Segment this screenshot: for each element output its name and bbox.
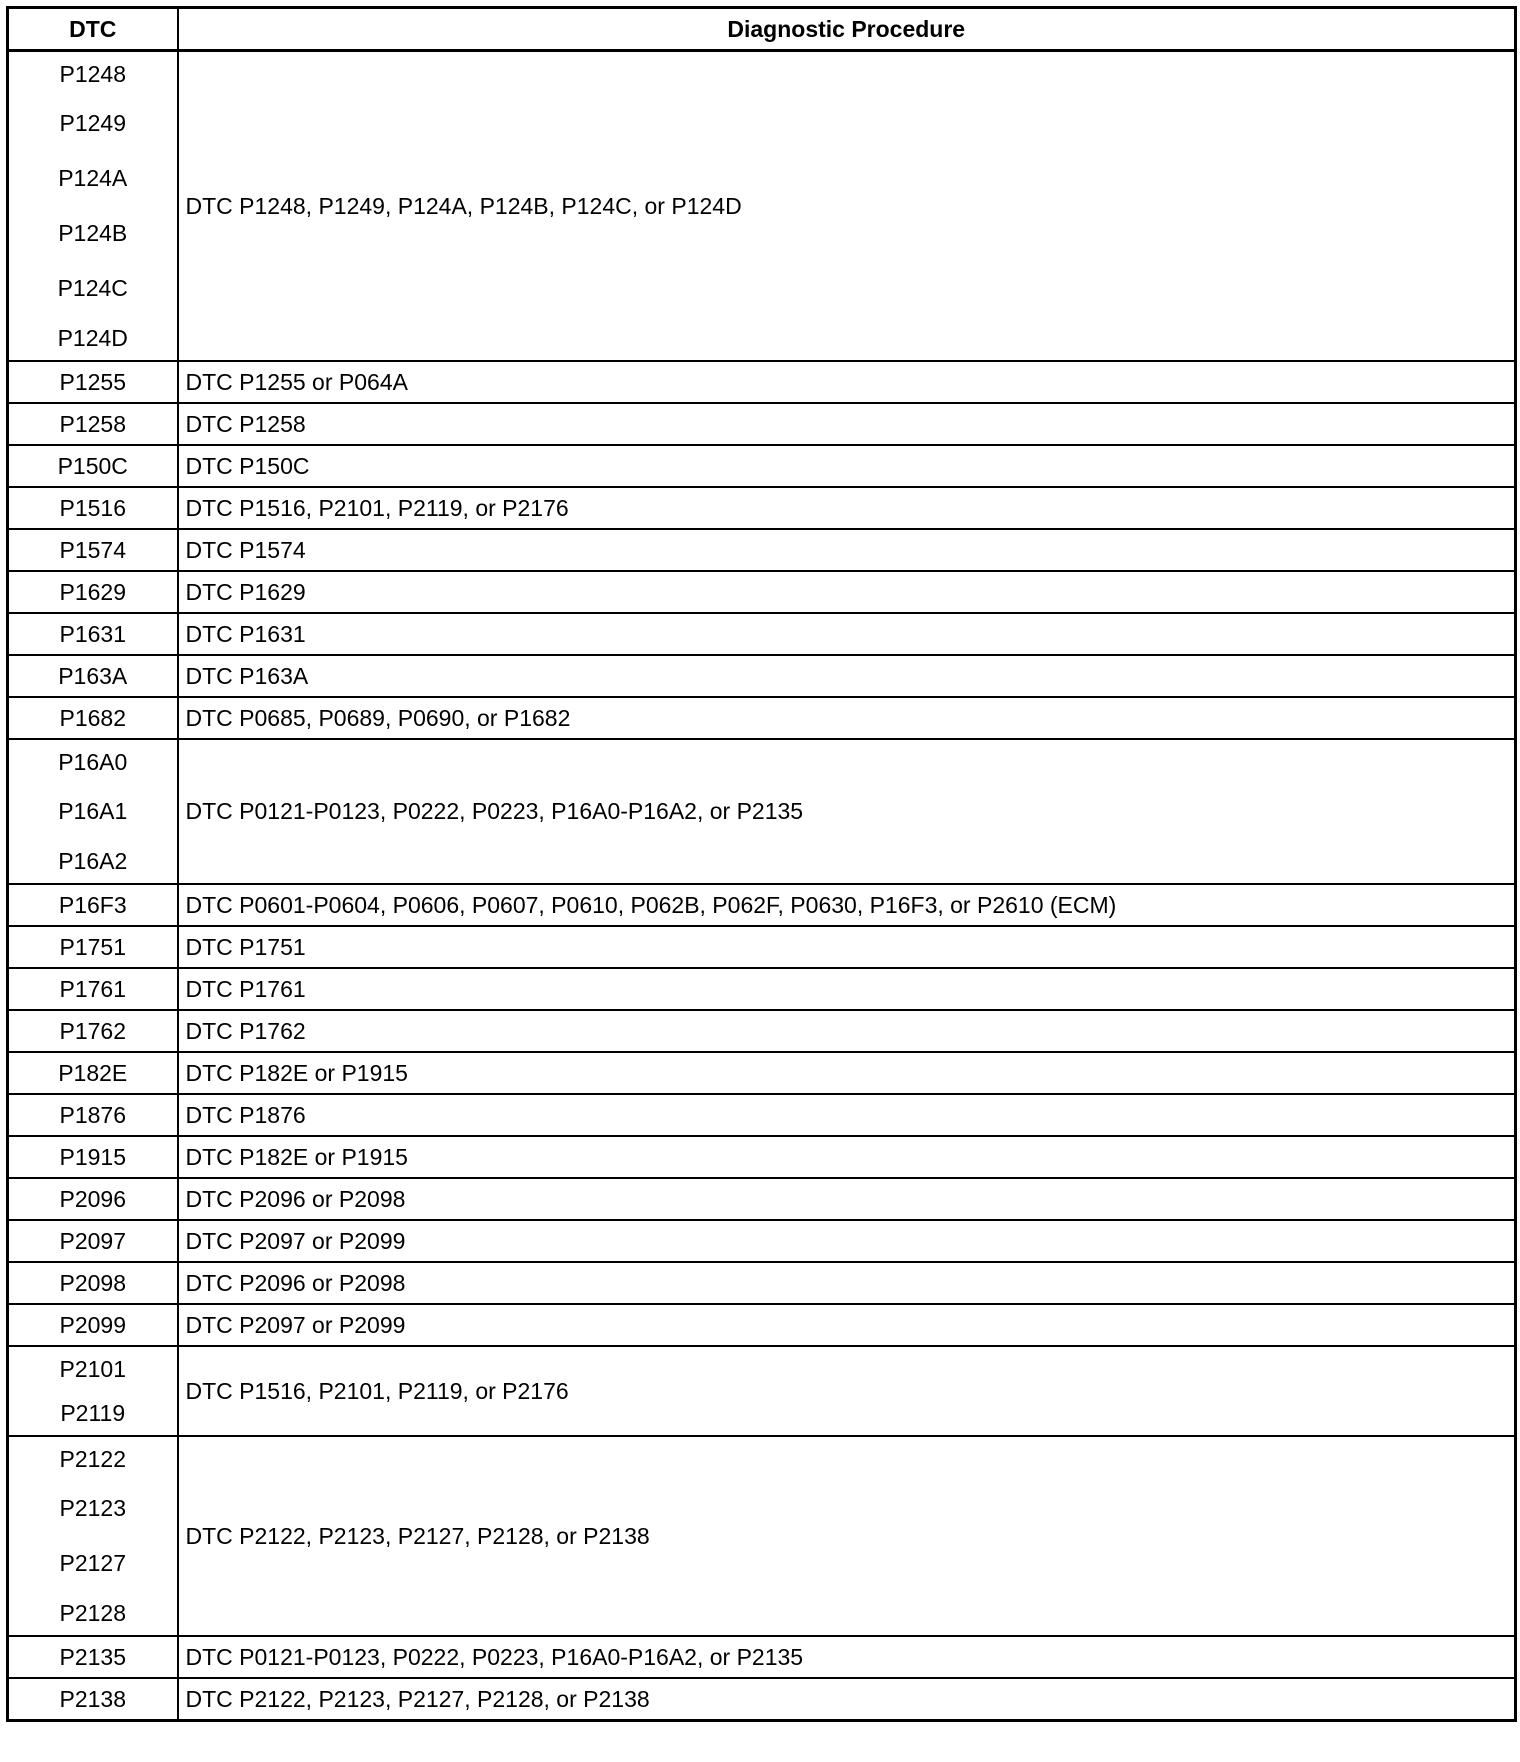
diagnostic-procedure-cell: DTC P1574 bbox=[178, 529, 1516, 571]
diagnostic-procedure-cell: DTC P0121-P0123, P0222, P0223, P16A0-P16A2, or P2135 bbox=[178, 1636, 1516, 1678]
procedure-column-header: Diagnostic Procedure bbox=[178, 8, 1516, 51]
dtc-code-cell bbox=[8, 697, 178, 739]
dtc-code-cell bbox=[8, 968, 178, 1010]
table-row bbox=[8, 1136, 1516, 1178]
dtc-code-cell bbox=[8, 1636, 178, 1678]
diagnostic-procedure-cell: DTC P1761 bbox=[178, 968, 1516, 1010]
table-header-row bbox=[8, 8, 1516, 51]
dtc-code: P2128 bbox=[59, 1600, 126, 1626]
dtc-code: P2099 bbox=[59, 1312, 126, 1338]
dtc-code: P2122 bbox=[59, 1446, 126, 1472]
table-row bbox=[8, 529, 1516, 571]
table-row bbox=[8, 968, 1516, 1010]
dtc-code-cell bbox=[8, 1262, 178, 1304]
dtc-code: P16A0 bbox=[58, 749, 128, 775]
diagnostic-procedure-cell: DTC P2096 or P2098 bbox=[178, 1262, 1516, 1304]
dtc-code: P16F3 bbox=[58, 892, 127, 918]
table-body bbox=[8, 51, 1516, 1721]
table-row bbox=[8, 403, 1516, 445]
diagnostic-procedure-cell: DTC P2097 or P2099 bbox=[178, 1304, 1516, 1346]
diagnostic-procedure-cell: DTC P0601-P0604, P0606, P0607, P0610, P062B, P062F, P0630, P16F3, or P2610 (ECM) bbox=[178, 884, 1516, 926]
diagnostic-procedure-cell: DTC P1516, P2101, P2119, or P2176 bbox=[178, 487, 1516, 529]
dtc-code-cell bbox=[8, 403, 178, 445]
dtc-code-cell bbox=[8, 51, 178, 362]
dtc-code: P1762 bbox=[59, 1018, 126, 1044]
diagnostic-procedure-cell: DTC P1248, P1249, P124A, P124B, P124C, or P124D bbox=[178, 51, 1516, 362]
dtc-code: P1915 bbox=[59, 1144, 126, 1170]
dtc-code-cell bbox=[8, 1094, 178, 1136]
table-row bbox=[8, 1052, 1516, 1094]
dtc-table bbox=[6, 6, 1517, 1722]
dtc-code-cell bbox=[8, 1052, 178, 1094]
table-row bbox=[8, 884, 1516, 926]
dtc-code: P2135 bbox=[59, 1644, 126, 1670]
table-row bbox=[8, 697, 1516, 739]
dtc-code-cell bbox=[8, 884, 178, 926]
dtc-code-cell bbox=[8, 613, 178, 655]
dtc-code-cell bbox=[8, 445, 178, 487]
dtc-code-cell bbox=[8, 1136, 178, 1178]
dtc-code: P2123 bbox=[59, 1495, 126, 1521]
dtc-code-cell bbox=[8, 739, 178, 884]
dtc-code-cell bbox=[8, 1678, 178, 1721]
dtc-code-cell bbox=[8, 361, 178, 403]
diagnostic-procedure-cell: DTC P182E or P1915 bbox=[178, 1052, 1516, 1094]
dtc-code: P2097 bbox=[59, 1228, 126, 1254]
diagnostic-procedure-cell: DTC P0121-P0123, P0222, P0223, P16A0-P16A2, or P2135 bbox=[178, 739, 1516, 884]
table-row bbox=[8, 1220, 1516, 1262]
dtc-code: P163A bbox=[58, 663, 128, 689]
dtc-code: P1255 bbox=[59, 369, 126, 395]
dtc-code: P1516 bbox=[59, 495, 126, 521]
dtc-code: P182E bbox=[58, 1060, 128, 1086]
table-row bbox=[8, 1346, 1516, 1436]
dtc-code-cell bbox=[8, 1178, 178, 1220]
dtc-code: P150C bbox=[57, 453, 128, 479]
table-row bbox=[8, 487, 1516, 529]
dtc-code: P1248 bbox=[59, 61, 126, 87]
dtc-column-header: DTC bbox=[8, 8, 178, 51]
dtc-code-cell bbox=[8, 1220, 178, 1262]
dtc-code-cell bbox=[8, 1304, 178, 1346]
table-row bbox=[8, 445, 1516, 487]
dtc-code-cell bbox=[8, 1436, 178, 1636]
table-row bbox=[8, 1678, 1516, 1721]
table-row bbox=[8, 361, 1516, 403]
dtc-code: P1631 bbox=[59, 621, 126, 647]
dtc-code: P124A bbox=[58, 165, 128, 191]
dtc-code-cell bbox=[8, 655, 178, 697]
diagnostic-procedure-cell: DTC P2122, P2123, P2127, P2128, or P2138 bbox=[178, 1678, 1516, 1721]
diagnostic-procedure-cell: DTC P2097 or P2099 bbox=[178, 1220, 1516, 1262]
dtc-table-container bbox=[6, 6, 1514, 1722]
dtc-code: P2096 bbox=[59, 1186, 126, 1212]
table-row bbox=[8, 1304, 1516, 1346]
dtc-code: P2127 bbox=[59, 1550, 126, 1576]
diagnostic-procedure-cell: DTC P182E or P1915 bbox=[178, 1136, 1516, 1178]
dtc-code: P16A1 bbox=[58, 798, 128, 824]
table-row bbox=[8, 739, 1516, 884]
table-row bbox=[8, 571, 1516, 613]
table-row bbox=[8, 1094, 1516, 1136]
dtc-code: P16A2 bbox=[58, 848, 128, 874]
dtc-code: P1258 bbox=[59, 411, 126, 437]
table-row bbox=[8, 51, 1516, 362]
table-row bbox=[8, 1436, 1516, 1636]
dtc-code: P1876 bbox=[59, 1102, 126, 1128]
diagnostic-procedure-cell: DTC P2096 or P2098 bbox=[178, 1178, 1516, 1220]
diagnostic-procedure-cell: DTC P1751 bbox=[178, 926, 1516, 968]
diagnostic-procedure-cell: DTC P1258 bbox=[178, 403, 1516, 445]
dtc-code: P2119 bbox=[60, 1400, 126, 1426]
diagnostic-procedure-cell: DTC P1876 bbox=[178, 1094, 1516, 1136]
dtc-code-cell bbox=[8, 487, 178, 529]
diagnostic-procedure-cell: DTC P2122, P2123, P2127, P2128, or P2138 bbox=[178, 1436, 1516, 1636]
table-row bbox=[8, 613, 1516, 655]
diagnostic-procedure-cell: DTC P1516, P2101, P2119, or P2176 bbox=[178, 1346, 1516, 1436]
table-row bbox=[8, 655, 1516, 697]
dtc-code: P124B bbox=[58, 220, 128, 246]
dtc-code-cell bbox=[8, 926, 178, 968]
diagnostic-procedure-cell: DTC P150C bbox=[178, 445, 1516, 487]
diagnostic-procedure-cell: DTC P1631 bbox=[178, 613, 1516, 655]
diagnostic-procedure-cell: DTC P163A bbox=[178, 655, 1516, 697]
diagnostic-procedure-cell: DTC P1762 bbox=[178, 1010, 1516, 1052]
dtc-code: P2138 bbox=[59, 1686, 126, 1712]
table-row bbox=[8, 1178, 1516, 1220]
diagnostic-procedure-cell: DTC P1255 or P064A bbox=[178, 361, 1516, 403]
dtc-code: P1629 bbox=[59, 579, 126, 605]
table-row bbox=[8, 1010, 1516, 1052]
dtc-code-cell bbox=[8, 1010, 178, 1052]
diagnostic-procedure-cell: DTC P1629 bbox=[178, 571, 1516, 613]
diagnostic-procedure-cell: DTC P0685, P0689, P0690, or P1682 bbox=[178, 697, 1516, 739]
dtc-code: P124C bbox=[57, 275, 128, 301]
table-row bbox=[8, 1262, 1516, 1304]
dtc-code: P2098 bbox=[59, 1270, 126, 1296]
dtc-code-cell bbox=[8, 529, 178, 571]
dtc-code: P1682 bbox=[59, 705, 126, 731]
dtc-code: P124D bbox=[57, 325, 128, 351]
dtc-code: P1574 bbox=[59, 537, 126, 563]
dtc-code: P1249 bbox=[59, 110, 126, 136]
dtc-code-cell bbox=[8, 571, 178, 613]
dtc-code: P2101 bbox=[59, 1356, 126, 1382]
dtc-code-cell bbox=[8, 1346, 178, 1436]
table-row bbox=[8, 1636, 1516, 1678]
dtc-code: P1761 bbox=[59, 976, 126, 1002]
dtc-code: P1751 bbox=[59, 934, 126, 960]
table-row bbox=[8, 926, 1516, 968]
